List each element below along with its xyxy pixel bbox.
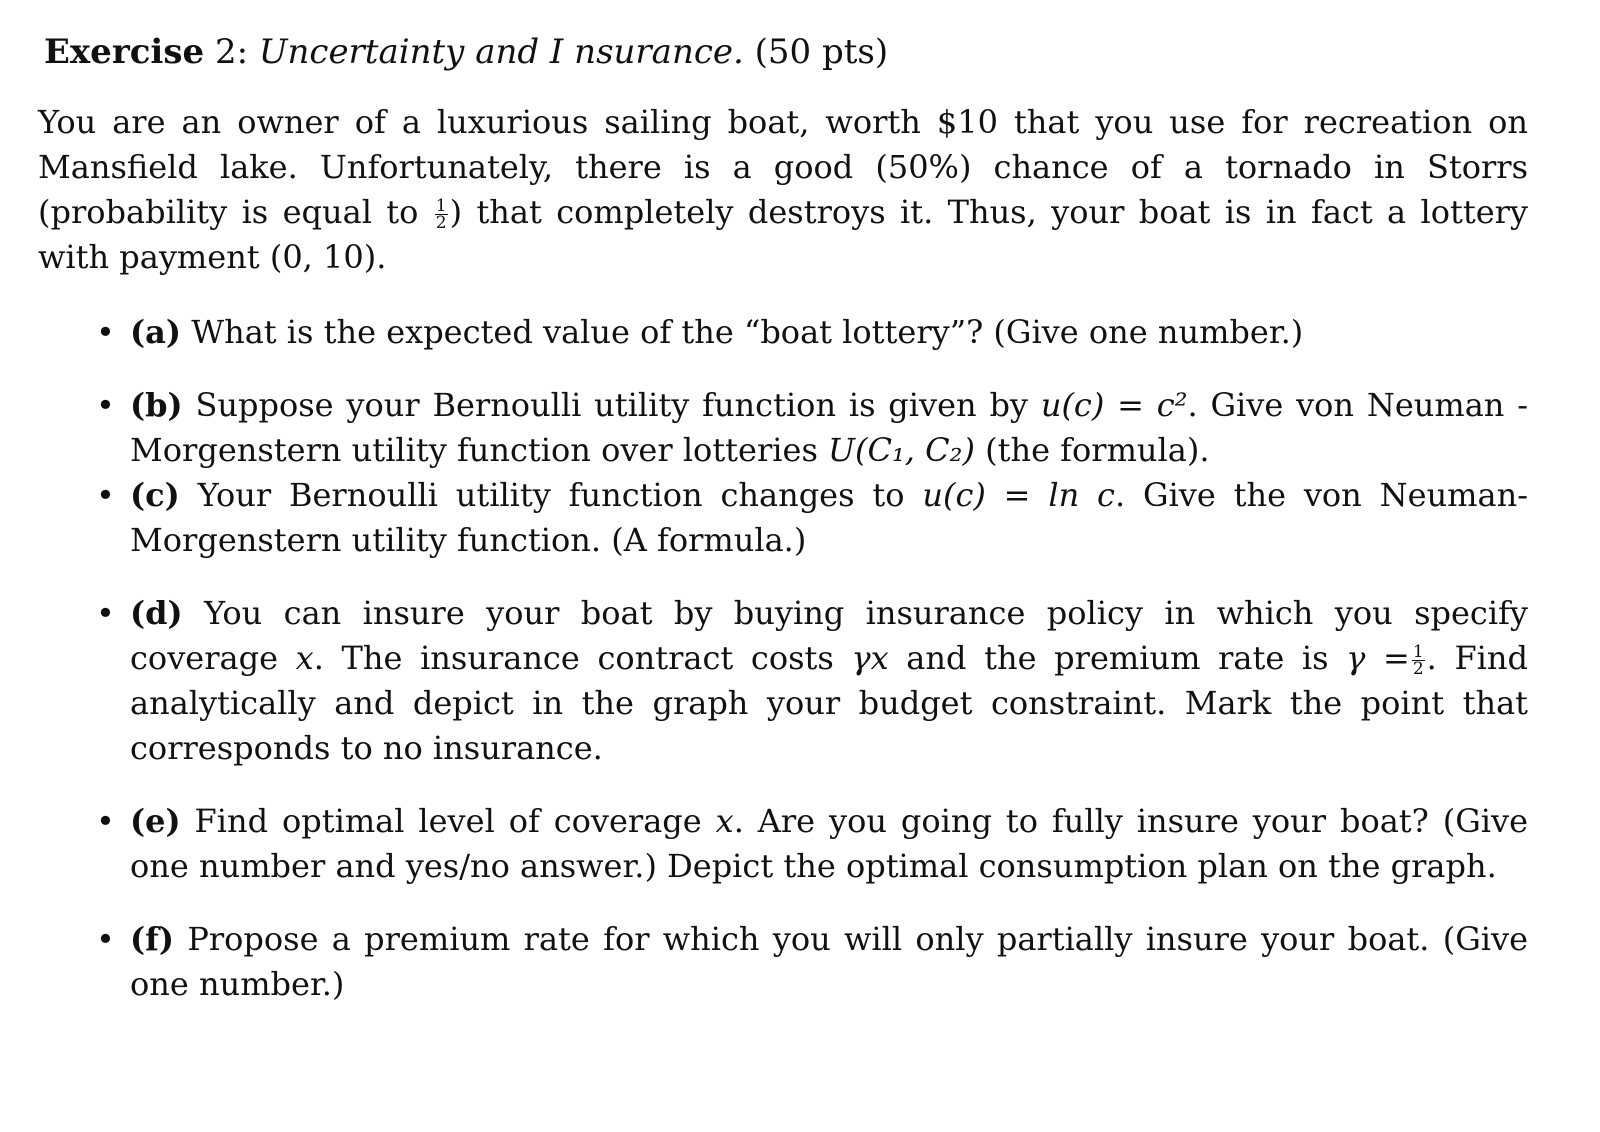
question-item-d (38, 591, 1528, 771)
question-text-post: . Give von Neuman - Morgenstern utility function over lotteries (130, 386, 1529, 469)
question-label: (f) (130, 920, 175, 958)
question-text-end: (the formula). (974, 431, 1210, 469)
question-label: (a) (130, 313, 182, 351)
bullet-icon: • (96, 313, 115, 351)
question-text-post: . Find analytically and depict in the graph your budget constraint. Mark the point that corresponds to no insurance. (130, 639, 1529, 767)
question-text-pre: Find optimal level of coverage (194, 802, 716, 840)
bullet-icon: • (96, 594, 115, 632)
exercise-topic: Uncertainty and I nsurance. (258, 32, 744, 72)
intro-fraction (435, 198, 448, 231)
question-label: (e) (130, 802, 181, 840)
question-text-mid: . The insurance contract costs (313, 639, 852, 677)
question-math: x (295, 639, 314, 677)
question-item-f (38, 917, 1528, 1007)
question-text: Propose a premium rate for which you will only partially insure your boat. (Give one number.) (130, 920, 1529, 1003)
question-list (38, 310, 1528, 1007)
bullet-icon: • (96, 802, 115, 840)
intro-text-part2: ) that completely destroys it. Thus, your boat is in fact a lottery with payment (0, 10). (38, 193, 1529, 276)
bullet-icon: • (96, 920, 115, 958)
question-item-b (38, 383, 1528, 473)
question-item-c (38, 473, 1528, 563)
question-math-2: U(C₁, C₂) (828, 431, 975, 469)
question-math-2: γx (851, 639, 889, 677)
question-item-e (38, 799, 1528, 889)
exercise-page (38, 30, 1528, 1007)
question-math: u(c) = c² (1040, 386, 1188, 424)
question-text-pre: You can insure your boat by buying insurance policy in which you specify coverage (130, 594, 1529, 677)
exercise-label: Exercise (44, 32, 205, 72)
question-label: (c) (130, 476, 180, 514)
question-text-post: . Give the von Neuman-Morgenstern utility function. (A formula.) (130, 476, 1529, 559)
intro-text-part1: You are an owner of a luxurious sailing boat, worth $10 that you use for recreation on Mansfield lake. Unfortunately, there is a good (50%) chance of a tornado in Storrs (probability is equal to (38, 103, 1528, 231)
intro-paragraph (38, 100, 1528, 280)
question-math: x (715, 802, 734, 840)
intro-fraction-denominator: 2 (435, 213, 447, 233)
exercise-points: (50 pts) (754, 32, 889, 72)
question-fraction-denominator: 2 (1412, 659, 1424, 679)
question-item-a (38, 310, 1528, 355)
exercise-number: 2: (214, 32, 249, 72)
question-text-post: . Are you going to fully insure your boat? (Give one number and yes/no answer.) Depict the optimal consumption plan on the graph. (130, 802, 1529, 885)
question-label: (b) (130, 386, 183, 424)
question-text-mid2: and the premium rate is (888, 639, 1347, 677)
exercise-heading (44, 30, 1528, 74)
question-math: u(c) = ln c (922, 476, 1115, 514)
question-text-pre: Your Bernoulli utility function changes to (197, 476, 923, 514)
bullet-icon: • (96, 386, 115, 424)
question-text-pre: Suppose your Bernoulli utility function is given by (195, 386, 1041, 424)
question-text: What is the expected value of the “boat lottery”? (Give one number.) (191, 313, 1304, 351)
question-label: (d) (130, 594, 183, 632)
question-math-3: γ = (1346, 639, 1410, 677)
question-fraction-numerator: 1 (1412, 642, 1424, 662)
intro-fraction-numerator: 1 (435, 196, 447, 216)
bullet-icon: • (96, 476, 115, 514)
question-fraction (1412, 644, 1425, 677)
